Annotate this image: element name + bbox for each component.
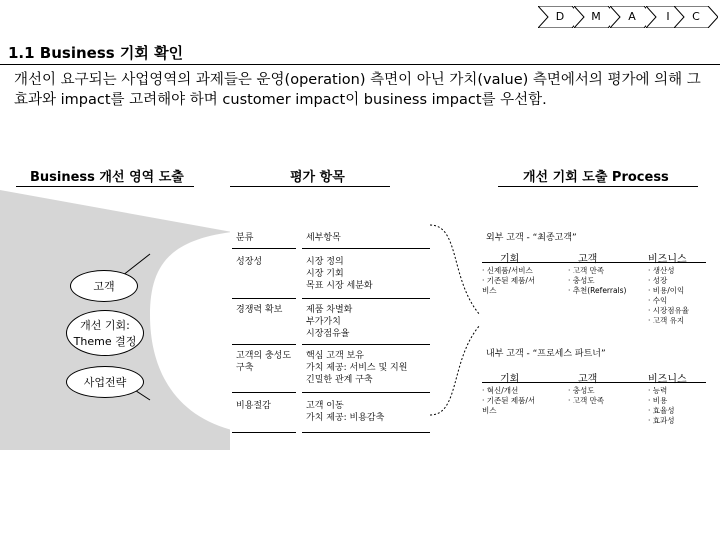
- eval-rule: [232, 392, 296, 393]
- eval-rule: [232, 344, 296, 345]
- eval-rule: [302, 392, 430, 393]
- phase-a-label: A: [628, 10, 636, 23]
- eval-rule: [302, 248, 430, 249]
- eval-detail: 시장점유율: [306, 329, 350, 339]
- external-items-business: · 생산성 · 성장 · 비용/이익 · 수익 · 시장점유율 · 고객 유지: [648, 266, 689, 325]
- theme-label-2: Theme 결정: [73, 335, 137, 348]
- intro-text: 개선이 요구되는 사업영역의 과제들은 운영(operation) 측면이 아닌 가치(value) 측면에서의 평가에 의해 그 효과와 impact를 고려해야 하며 customer impact이 business impact를 우선함.: [14, 72, 701, 108]
- process-connector: [430, 220, 490, 420]
- internal-title: 내부 고객 - “프로세스 파트너”: [486, 349, 606, 359]
- eval-detail: 핵심 고객 보유: [306, 351, 364, 361]
- external-items-opportunity: · 신제품/서비스 · 기존된 제품/서 비스: [482, 266, 536, 295]
- eval-rule: [302, 432, 430, 433]
- external-items-customer: · 고객 만족 · 충성도 · 추천(Referrals): [568, 266, 627, 295]
- title-divider: [0, 64, 720, 65]
- eval-detail: 제품 차별화: [306, 305, 353, 315]
- eval-detail: 시장 정의: [306, 257, 344, 267]
- internal-col-label: 비즈니스: [648, 374, 687, 385]
- eval-detail: 시장 기회: [306, 269, 344, 279]
- eval-detail: 가치 제공: 서비스 및 지원: [306, 363, 408, 373]
- header-right-rule: [498, 186, 698, 187]
- header-left: Business 개선 영역 도출: [30, 170, 184, 185]
- strategy-label: 사업전략: [83, 376, 127, 389]
- phase-m-label: M: [591, 10, 601, 23]
- header-right: 개선 기회 도출 Process: [523, 170, 669, 185]
- phase-d-label: D: [555, 10, 565, 23]
- external-title: 외부 고객 - “최종고객”: [486, 233, 577, 243]
- header-middle-rule: [230, 186, 390, 187]
- external-col-label: 고객: [578, 254, 598, 265]
- eval-col2-header: 세부항목: [306, 233, 341, 243]
- eval-detail: 목표 시장 세분화: [306, 281, 373, 291]
- customer-label: 고객: [93, 280, 115, 293]
- eval-rule: [302, 344, 430, 345]
- eval-rule: [302, 298, 430, 299]
- external-col-label: 기회: [500, 254, 520, 265]
- phase-c-label: C: [692, 10, 700, 23]
- header-middle: 평가 항목: [290, 170, 345, 185]
- customer-ellipse: [70, 270, 138, 302]
- page-title: 1.1 Business 기회 확인: [8, 44, 184, 62]
- eval-rule: [232, 298, 296, 299]
- external-rule: [482, 262, 706, 263]
- header-left-rule: [16, 186, 194, 187]
- eval-category-2: 고객의 충성도 구축: [236, 351, 292, 373]
- eval-category-1: 경쟁력 확보: [236, 305, 283, 315]
- eval-detail: 긴밀한 관계 구축: [306, 375, 373, 385]
- internal-items-business: · 능력 · 비용 · 효율성 · 효과성: [648, 386, 675, 425]
- eval-detail: 고객 이동: [306, 401, 344, 411]
- eval-col1-header: 분류: [236, 233, 254, 243]
- eval-category-0: 성장성: [236, 257, 263, 267]
- theme-ellipse: [66, 310, 144, 356]
- internal-col-label: 고객: [578, 374, 598, 385]
- strategy-ellipse: [66, 366, 144, 398]
- eval-rule: [232, 432, 296, 433]
- internal-items-opportunity: · 혁신/개선 · 기존된 제품/서 비스: [482, 386, 536, 415]
- internal-items-customer: · 충성도 · 고객 만족: [568, 386, 605, 405]
- external-col-label: 비즈니스: [648, 254, 687, 265]
- phase-c: [674, 6, 718, 28]
- eval-detail: 부가가치: [306, 317, 341, 327]
- internal-col-label: 기회: [500, 374, 520, 385]
- phase-i-label: I: [666, 10, 670, 23]
- internal-rule: [482, 382, 706, 383]
- eval-category-3: 비용절감: [236, 401, 271, 411]
- theme-label-1: 개선 기회:: [80, 319, 130, 332]
- eval-detail: 가치 제공: 비용감축: [306, 413, 385, 423]
- eval-rule: [232, 248, 296, 249]
